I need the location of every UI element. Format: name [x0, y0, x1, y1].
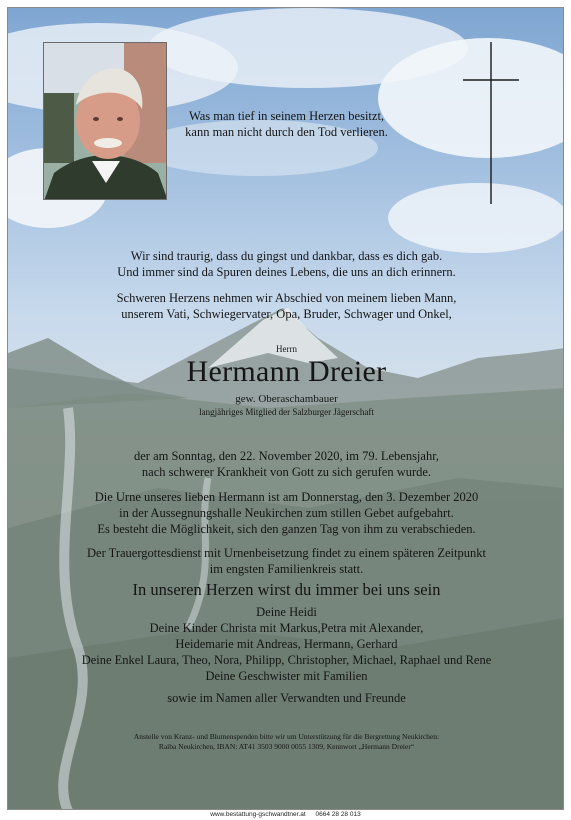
quote-line: Was man tief in seinem Herzen besitzt, — [188, 109, 385, 123]
donation-line: Anstelle von Kranz- und Blumenspenden bitte wir um Unterstützung für die Bergrettung Neukirchen: — [133, 732, 440, 741]
family-line: Heidemarie mit Andreas, Hermann, Gerhard — [175, 637, 398, 651]
death-line: nach schwerer Krankheit von Gott zu sich gerufen wurde. — [141, 465, 432, 479]
urn-viewing — [8, 489, 564, 537]
death-notice — [8, 448, 564, 480]
obituary-card — [7, 7, 564, 810]
website-link[interactable]: www.bestattung-gschwandtner.at — [210, 811, 306, 818]
quote — [8, 108, 564, 140]
donation-note — [8, 732, 564, 752]
intro-text — [8, 248, 564, 280]
quote-line: kann man nicht durch den Tod verlieren. — [185, 125, 388, 139]
family-line: Deine Geschwister mit Familien — [205, 669, 368, 683]
former-title: gew. Oberaschambauer — [235, 393, 338, 405]
service-line: im engsten Familienkreis statt. — [209, 562, 364, 576]
family-line: Deine Heidi — [256, 605, 317, 619]
service-line: Der Trauergottesdienst mit Urnenbeisetzung findet zu einem späteren Zeitpunkt — [87, 546, 486, 560]
phone-number: 0664 28 28 013 — [315, 811, 361, 818]
footer — [0, 811, 571, 819]
salutation: Herrn — [276, 344, 297, 354]
urn-line: Die Urne unseres lieben Hermann ist am Donnerstag, den 3. Dezember 2020 — [94, 490, 479, 504]
intro-line: Und immer sind da Spuren deines Lebens, die uns an dich erinnern. — [117, 265, 456, 279]
urn-line: in der Aussegnungshalle Neukirchen zum stillen Gebet aufgebahrt. — [119, 506, 454, 520]
family-line: Deine Kinder Christa mit Markus,Petra mit Alexander, — [149, 621, 424, 635]
death-line: der am Sonntag, den 22. November 2020, im 79. Lebensjahr, — [134, 449, 439, 463]
donation-line: Raiba Neukirchen, IBAN: AT41 3503 9000 0055 1309, Kennwort „Hermann Dreier“ — [158, 742, 415, 751]
farewell-text — [8, 290, 564, 322]
funeral-service — [8, 545, 564, 577]
urn-line: Es besteht die Möglichkeit, sich den ganzen Tag von ihm zu verabschieden. — [97, 522, 476, 536]
family-line: Deine Enkel Laura, Theo, Nora, Philipp, Christopher, Michael, Raphael und Rene — [81, 653, 492, 667]
family-list — [8, 604, 564, 684]
deceased-name: Hermann Dreier — [186, 355, 387, 388]
membership: langjähriges Mitglied der Salzburger Jägerschaft — [199, 407, 374, 417]
farewell-line: Schweren Herzens nehmen wir Abschied von meinem lieben Mann, — [116, 291, 457, 305]
relatives-line: sowie im Namen aller Verwandten und Freunde — [167, 691, 406, 705]
motto: In unseren Herzen wirst du immer bei uns sein — [132, 580, 441, 599]
farewell-line: unserem Vati, Schwiegervater, Opa, Bruder, Schwager und Onkel, — [121, 307, 452, 321]
intro-line: Wir sind traurig, dass du gingst und dankbar, dass es dich gab. — [130, 249, 443, 263]
